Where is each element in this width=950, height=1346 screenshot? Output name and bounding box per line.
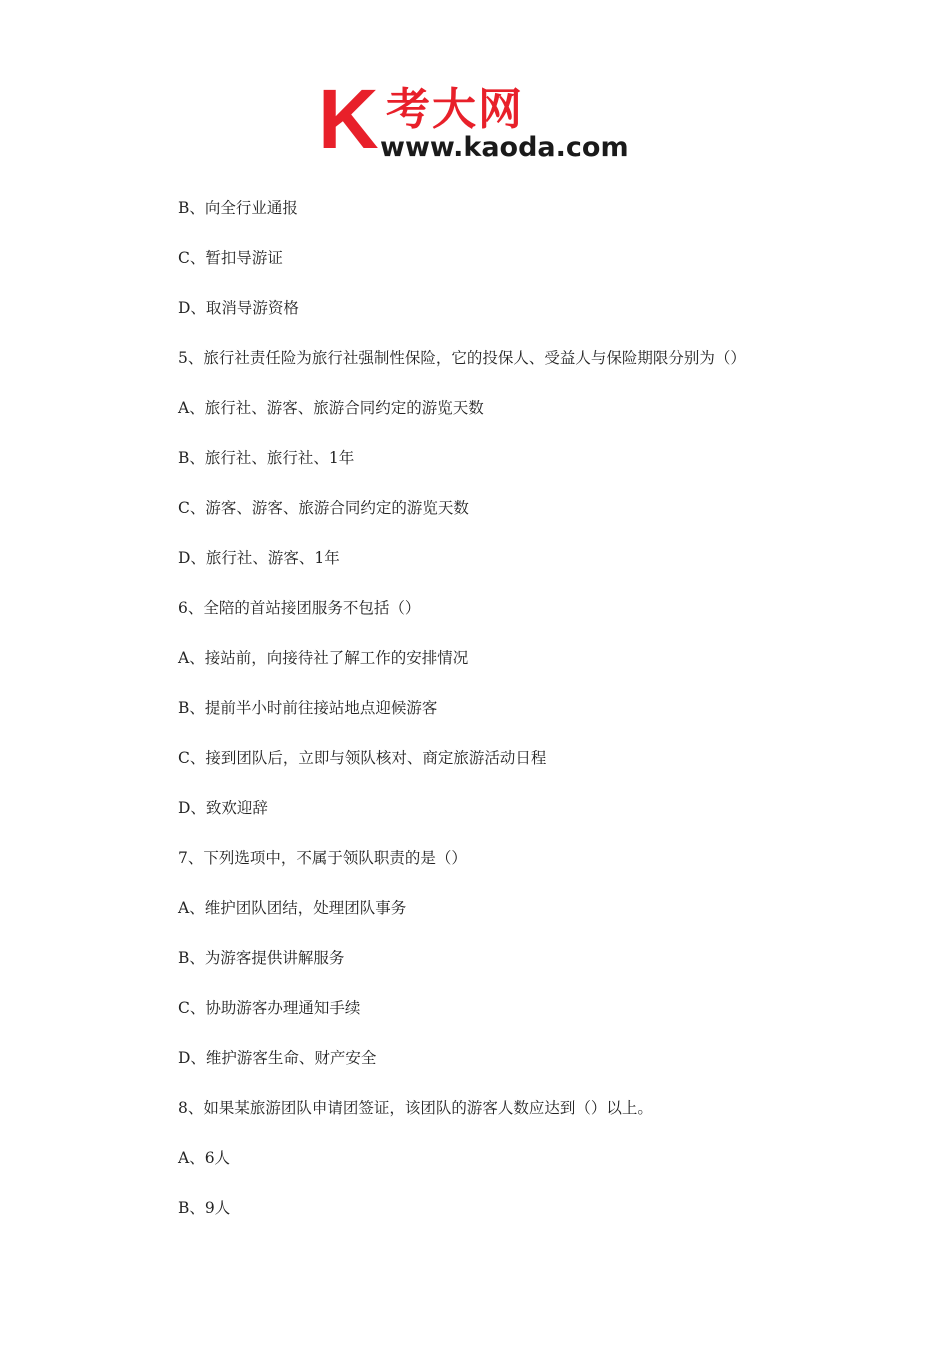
option-line: B、旅行社、旅行社、1年 <box>178 449 355 467</box>
option-line: B、提前半小时前往接站地点迎候游客 <box>178 699 438 717</box>
logo-letter: K <box>318 80 379 160</box>
question-line: 6、全陪的首站接团服务不包括（） <box>178 599 421 617</box>
question-line: 8、如果某旅游团队申请团签证，该团队的游客人数应达到（）以上。 <box>178 1099 653 1117</box>
logo-url: www.kaoda.com <box>380 132 629 160</box>
option-line: C、接到团队后，立即与领队核对、商定旅游活动日程 <box>178 749 547 767</box>
document-body <box>178 196 878 1246</box>
question-line: 7、下列选项中，不属于领队职责的是（） <box>178 849 467 867</box>
option-line: D、取消导游资格 <box>178 299 299 317</box>
option-line: A、维护团队团结，处理团队事务 <box>178 899 407 917</box>
option-line: C、协助游客办理通知手续 <box>178 999 361 1017</box>
option-line: B、9人 <box>178 1199 231 1217</box>
logo-chinese: 考大网 <box>386 84 524 135</box>
option-line: B、为游客提供讲解服务 <box>178 949 345 967</box>
option-line: A、6人 <box>178 1149 231 1167</box>
option-line: D、致欢迎辞 <box>178 799 268 817</box>
kaoda-logo <box>318 80 638 160</box>
option-line: D、旅行社、游客、1年 <box>178 549 340 567</box>
kaoda-logo-graphic <box>318 80 638 160</box>
option-line: C、暂扣导游证 <box>178 249 283 267</box>
option-line: A、接站前，向接待社了解工作的安排情况 <box>178 649 469 667</box>
option-line: D、维护游客生命、财产安全 <box>178 1049 377 1067</box>
question-line: 5、旅行社责任险为旅行社强制性保险，它的投保人、受益人与保险期限分别为（） <box>178 349 746 367</box>
option-line: B、向全行业通报 <box>178 199 298 217</box>
option-line: C、游客、游客、旅游合同约定的游览天数 <box>178 499 469 517</box>
option-line: A、旅行社、游客、旅游合同约定的游览天数 <box>178 399 484 417</box>
